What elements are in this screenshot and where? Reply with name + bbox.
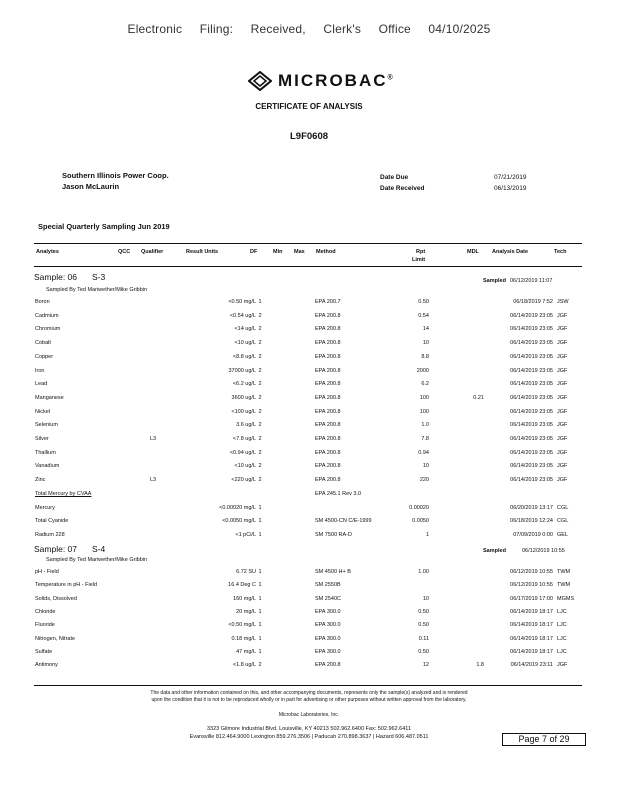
- analyte-cell: Manganese: [35, 394, 64, 401]
- date-due-value: 07/21/2019: [494, 174, 527, 181]
- analysis-date-cell: 06/14/2019 23:05: [510, 367, 553, 374]
- col-max: Max: [294, 249, 305, 255]
- tech-cell: JGF: [557, 394, 568, 401]
- method-cell: SM 2550B: [315, 582, 341, 589]
- mdl-cell: 1.8: [476, 662, 484, 669]
- table-row: [34, 448, 582, 461]
- method-cell: EPA 200.8: [315, 340, 341, 347]
- analyte-cell: Nickel: [35, 408, 50, 415]
- tech-cell: JGF: [557, 422, 568, 429]
- analysis-date-cell: 06/14/2019 23:05: [510, 449, 553, 456]
- table-row: [34, 297, 582, 310]
- rpt-limit-cell: 0.50: [418, 648, 429, 655]
- footer-rule: [34, 685, 582, 686]
- sample-id: S-3: [92, 272, 106, 282]
- table-row: [34, 530, 582, 543]
- analyte-cell: Temperature in pH - Field: [35, 582, 98, 589]
- sample-label: Sample: 06: [34, 272, 77, 282]
- method-cell: EPA 200.8: [315, 662, 341, 669]
- method-cell: EPA 300.0: [315, 635, 341, 642]
- analysis-date-cell: 06/18/2019 7:52: [513, 299, 553, 305]
- col-min: Min: [273, 249, 283, 255]
- analysis-date-cell: 06/14/2019 23:05: [510, 408, 553, 415]
- tech-cell: LJC: [557, 635, 567, 642]
- table-row: [34, 434, 582, 447]
- tech-cell: TWM: [557, 582, 571, 589]
- disclaimer: [0, 690, 618, 704]
- branches-line: Evansville 812.464.9000 Lexington 859.276.3506 | Paducah 270.898.3637 | Hazard 606.487.0511: [189, 734, 429, 740]
- analysis-date-cell: 06/14/2019 23:05: [510, 436, 553, 442]
- analysis-date-cell: 06/14/2019 18:17: [510, 635, 553, 642]
- result-cell: <0.00020 mg/L: [219, 504, 256, 511]
- logo-mark: ®: [387, 74, 395, 82]
- table-row: [34, 420, 582, 433]
- certificate-title: CERTIFICATE OF ANALYSIS: [255, 102, 363, 111]
- col-rpt: Rpt: [416, 249, 426, 255]
- col-qualifier: Qualifier: [141, 249, 164, 255]
- col-tech: Tech: [554, 249, 567, 255]
- analyte-cell: pH - Field: [35, 569, 59, 575]
- analysis-date-cell: 07/09/2019 0:00: [513, 531, 553, 538]
- rpt-limit-cell: 10: [422, 340, 429, 347]
- tech-cell: JSW: [557, 299, 569, 305]
- table-row: [34, 567, 582, 580]
- sampled-date: 06/12/2019 10:55: [522, 548, 565, 554]
- tech-cell: TWM: [557, 569, 571, 575]
- analysis-date-cell: 06/14/2019 23:05: [510, 353, 553, 360]
- analyte-cell: Silver: [35, 436, 49, 442]
- result-cell: 47 mg/L: [236, 648, 256, 655]
- rpt-limit-cell: 0.00020: [409, 504, 429, 511]
- df-cell: 1: [258, 648, 262, 655]
- analysis-date-cell: 06/17/2019 17:00: [510, 595, 553, 602]
- method-cell: EPA 200.8: [315, 449, 341, 456]
- df-cell: 2: [258, 312, 262, 319]
- analyte-cell: Iron: [35, 367, 45, 374]
- tech-cell: CGL: [557, 504, 569, 511]
- sampled-label: Sampled: [483, 548, 506, 554]
- table-row: [34, 503, 582, 516]
- method-cell: EPA 200.8: [315, 381, 341, 388]
- table-row: [34, 516, 582, 529]
- analyte-cell: Chloride: [35, 608, 56, 615]
- df-cell: 1: [258, 518, 262, 525]
- lab-name: Microbac Laboratories, Inc.: [278, 712, 340, 718]
- method-cell: EPA 200.8: [315, 436, 341, 442]
- result-cell: 160 mg/L: [233, 595, 256, 602]
- method-cell: EPA 300.0: [315, 622, 341, 629]
- result-cell: <10 ug/L: [234, 340, 256, 347]
- df-cell: 2: [258, 326, 262, 333]
- method-cell: SM 2540C: [315, 595, 341, 602]
- tech-cell: JGF: [557, 340, 568, 347]
- rpt-limit-cell: 1: [425, 531, 429, 538]
- df-cell: 2: [258, 422, 262, 429]
- col-analytes: Analytes: [36, 249, 59, 255]
- result-cell: 6.72 SU: [236, 569, 256, 575]
- qualifier-cell: L3: [150, 436, 157, 442]
- date-received-value: 06/13/2019: [494, 185, 527, 192]
- df-cell: 2: [258, 353, 262, 360]
- tech-cell: JGF: [557, 449, 568, 456]
- analyte-cell: Vanadium: [35, 463, 60, 470]
- rpt-limit-cell: 0.54: [418, 312, 429, 319]
- analyte-cell: Total Cyanide: [35, 518, 69, 525]
- sample-id: S-4: [92, 544, 106, 554]
- method-cell: EPA 300.0: [315, 608, 341, 615]
- table-row: [34, 489, 582, 502]
- analyte-cell: Antimony: [35, 662, 58, 669]
- df-cell: 2: [258, 381, 262, 388]
- df-cell: 2: [258, 449, 262, 456]
- result-cell: 16.4 Deg C: [228, 582, 256, 589]
- analyte-cell: Selenium: [35, 422, 58, 429]
- analysis-date-cell: 06/14/2019 23:05: [510, 340, 553, 347]
- analyte-cell: Chromium: [35, 326, 61, 333]
- tech-cell: JGF: [557, 436, 568, 442]
- analyte-cell: Sulfate: [35, 648, 53, 655]
- table-row: [34, 461, 582, 474]
- analysis-date-cell: 06/14/2019 18:17: [510, 622, 553, 629]
- table-row: [34, 311, 582, 324]
- df-cell: 1: [258, 531, 262, 538]
- analysis-date-cell: 06/14/2019 23:05: [510, 381, 553, 388]
- col-method: Method: [316, 249, 336, 255]
- result-cell: <1.8 ug/L: [232, 662, 256, 669]
- client-contact: Jason McLaurin: [62, 182, 120, 191]
- analyte-cell: Thallium: [35, 449, 56, 456]
- tech-cell: LJC: [557, 648, 567, 655]
- table-row: [34, 393, 582, 406]
- table-row: [34, 407, 582, 420]
- analyte-cell: Total Mercury by CVAA: [35, 490, 92, 497]
- sampled-label: Sampled: [483, 278, 506, 284]
- df-cell: 1: [258, 582, 262, 589]
- analysis-date-cell: 06/14/2019 23:05: [510, 477, 553, 484]
- result-cell: <6.2 ug/L: [232, 381, 256, 388]
- analyte-cell: Boron: [35, 299, 50, 305]
- analysis-date-cell: 06/14/2019 23:05: [510, 422, 553, 429]
- method-cell: EPA 300.0: [315, 648, 341, 655]
- tech-cell: JGF: [557, 353, 568, 360]
- result-cell: <0.50 mg/L: [228, 622, 256, 629]
- tech-cell: LJC: [557, 608, 567, 615]
- header-bottom-rule: [34, 266, 582, 267]
- df-cell: 1: [258, 635, 262, 642]
- result-cell: <1 pCi/L: [235, 531, 256, 538]
- analysis-date-cell: 06/12/2019 10:55: [510, 582, 553, 589]
- result-cell: <14 ug/L: [234, 326, 256, 333]
- filing-stamp: Electronic Filing: Received, Clerk's Office 04/10/2025: [127, 22, 491, 36]
- table-row: [34, 580, 582, 593]
- rpt-limit-cell: 8.8: [421, 353, 429, 360]
- result-cell: <0.50 mg/L: [228, 299, 256, 305]
- result-cell: <220 ug/L: [231, 477, 256, 484]
- table-row: [34, 324, 582, 337]
- rpt-limit-cell: 12: [422, 662, 429, 669]
- df-cell: 2: [258, 477, 262, 484]
- df-cell: 1: [258, 504, 262, 511]
- rpt-limit-cell: 1.0: [421, 422, 429, 429]
- method-cell: SM 7500 RA-D: [315, 531, 352, 538]
- result-cell: 20 mg/L: [236, 608, 256, 615]
- table-row: [34, 475, 582, 488]
- analysis-date-cell: 06/12/2019 10:55: [510, 569, 553, 575]
- method-cell: EPA 200.8: [315, 408, 341, 415]
- analyte-cell: Mercury: [35, 504, 55, 511]
- analysis-date-cell: 06/14/2019 23:05: [510, 312, 553, 319]
- tech-cell: JGF: [557, 326, 568, 333]
- result-cell: <0.0050 mg/L: [222, 518, 256, 525]
- analyte-cell: Cobalt: [35, 340, 51, 347]
- rpt-limit-cell: 0.50: [418, 608, 429, 615]
- df-cell: 1: [258, 622, 262, 629]
- df-cell: 2: [258, 662, 262, 669]
- page-number: Page 7 of 29: [502, 733, 586, 746]
- col-result-units: Result Units: [186, 249, 219, 255]
- result-cell: <10 ug/L: [234, 463, 256, 470]
- logo-text: [275, 71, 395, 91]
- rpt-limit-cell: 1.00: [418, 569, 429, 575]
- rpt-limit-cell: 2000: [416, 367, 429, 374]
- method-cell: EPA 200.8: [315, 326, 341, 333]
- mdl-cell: 0.21: [473, 394, 484, 401]
- method-cell: EPA 200.8: [315, 353, 341, 360]
- analysis-date-cell: 06/18/2019 12:24: [510, 518, 553, 525]
- col-qcc: QCC: [118, 249, 131, 255]
- method-cell: EPA 245.1 Rev 3.0: [315, 490, 362, 497]
- date-due-label: Date Due: [380, 174, 409, 181]
- analyte-cell: Nitrogen, Nitrate: [35, 635, 76, 642]
- rpt-limit-cell: 0.50: [418, 622, 429, 629]
- result-cell: 37000 ug/L: [228, 367, 256, 374]
- address-line: 3323 Gilmore Industrial Blvd. Louisville, KY 40213 502.962.6400 Fax: 502.962.6411: [206, 726, 412, 732]
- result-cell: <7.8 ug/L: [232, 436, 256, 442]
- disclaimer-line: The data and other information contained on this, and other accompanying documents, represents only the sample(s) analyzed and is rendered: [150, 690, 468, 696]
- logo-name: MICROBAC: [278, 71, 388, 90]
- result-cell: <100 ug/L: [231, 408, 256, 415]
- result-cell: 3600 ug/L: [231, 394, 256, 401]
- rpt-limit-cell: 0.94: [418, 449, 429, 456]
- microbac-logo-icon: [248, 71, 272, 91]
- sampled-by: Sampled By Ted Mariwether/Mike Gribbin: [46, 557, 148, 563]
- df-cell: 1: [258, 569, 262, 575]
- df-cell: 2: [258, 436, 262, 442]
- method-cell: EPA 200.7: [315, 299, 341, 305]
- table-row: [34, 647, 582, 660]
- analyte-cell: Lead: [35, 381, 48, 388]
- result-cell: <0.94 ug/L: [229, 449, 256, 456]
- df-cell: 1: [258, 608, 262, 615]
- tech-cell: JGF: [557, 381, 568, 388]
- header-top-rule: [34, 243, 582, 244]
- analysis-date-cell: 06/14/2019 18:17: [510, 608, 553, 615]
- analysis-date-cell: 06/14/2019 23:05: [510, 326, 553, 333]
- date-received-label: Date Received: [380, 185, 425, 192]
- method-cell: EPA 200.8: [315, 312, 341, 319]
- method-cell: EPA 200.8: [315, 422, 341, 429]
- result-cell: 0.18 mg/L: [231, 635, 256, 642]
- rpt-limit-cell: 0.50: [418, 299, 429, 305]
- tech-cell: CGL: [557, 518, 569, 525]
- df-cell: 2: [258, 340, 262, 347]
- analyte-cell: Cadmium: [35, 312, 59, 319]
- col-df: DF: [250, 249, 258, 255]
- method-cell: EPA 200.8: [315, 394, 341, 401]
- sample-label: Sample: 07: [34, 544, 77, 554]
- col-analysis-date: Analysis Date: [492, 249, 529, 255]
- df-cell: 2: [258, 394, 262, 401]
- table-row: [34, 379, 582, 392]
- table-row: [34, 594, 582, 607]
- rpt-limit-cell: 100: [419, 394, 429, 401]
- table-row: [34, 660, 582, 673]
- table-row: [34, 352, 582, 365]
- qualifier-cell: L3: [150, 477, 157, 484]
- df-cell: 1: [258, 299, 262, 305]
- client-company: Southern Illinois Power Coop.: [62, 171, 169, 180]
- analyte-cell: Radium 228: [35, 531, 65, 538]
- rpt-limit-cell: 7.8: [421, 436, 429, 442]
- analysis-date-cell: 06/14/2019 23:05: [510, 394, 553, 401]
- rpt-limit-cell: 6.2: [421, 381, 429, 388]
- df-cell: 2: [258, 367, 262, 374]
- df-cell: 1: [258, 595, 262, 602]
- result-cell: <8.8 ug/L: [232, 353, 256, 360]
- df-cell: 2: [258, 463, 262, 470]
- tech-cell: JGF: [557, 463, 568, 470]
- analyte-cell: Copper: [35, 353, 54, 360]
- tech-cell: JGF: [557, 662, 568, 669]
- df-cell: 2: [258, 408, 262, 415]
- method-cell: EPA 200.8: [315, 463, 341, 470]
- col-limit: Limit: [412, 257, 426, 263]
- tech-cell: LJC: [557, 622, 567, 629]
- table-row: [34, 366, 582, 379]
- sampled-by: Sampled By Ted Mariwether/Mike Gribbin: [46, 287, 148, 293]
- rpt-limit-cell: 220: [419, 477, 429, 484]
- tech-cell: MGMS: [557, 595, 575, 602]
- result-cell: 3.6 ug/L: [236, 422, 256, 429]
- rpt-limit-cell: 10: [422, 463, 429, 470]
- tech-cell: JGF: [557, 367, 568, 374]
- method-cell: EPA 200.8: [315, 367, 341, 374]
- analysis-date-cell: 06/14/2019 23:05: [510, 463, 553, 470]
- rpt-limit-cell: 0.0050: [412, 518, 429, 525]
- disclaimer-line: upon the condition that it is not to be reproduced wholly or in part for advertising or other purposes without written approval from the laboratory.: [151, 697, 467, 703]
- rpt-limit-cell: 10: [422, 595, 429, 602]
- method-cell: EPA 200.8: [315, 477, 341, 484]
- project-name: Special Quarterly Sampling Jun 2019: [38, 222, 170, 231]
- analysis-date-cell: 06/14/2019 18:17: [510, 648, 553, 655]
- microbac-logo: [248, 70, 395, 92]
- tech-cell: JGF: [557, 477, 568, 484]
- analyte-cell: Zinc: [35, 477, 46, 484]
- method-cell: SM 4500 H+ B: [315, 569, 351, 575]
- analyte-cell: Fluoride: [35, 622, 55, 629]
- sampled-date: 06/12/2019 11:07: [510, 278, 553, 284]
- analyte-cell: Solids, Dissolved: [35, 595, 77, 602]
- col-mdl: MDL: [467, 249, 479, 255]
- analysis-date-cell: 06/20/2019 13:17: [510, 504, 553, 511]
- method-cell: SM 4500-CN C/E-1999: [315, 518, 372, 525]
- table-row: [34, 634, 582, 647]
- rpt-limit-cell: 100: [419, 408, 429, 415]
- tech-cell: GEL: [557, 531, 569, 538]
- tech-cell: JGF: [557, 408, 568, 415]
- table-row: [34, 338, 582, 351]
- tech-cell: JGF: [557, 312, 568, 319]
- rpt-limit-cell: 0.11: [418, 635, 429, 642]
- table-row: [34, 620, 582, 633]
- work-order-number: L9F0608: [289, 131, 329, 142]
- table-row: [34, 607, 582, 620]
- rpt-limit-cell: 14: [422, 326, 429, 333]
- analysis-date-cell: 06/14/2019 23:11: [510, 662, 553, 669]
- result-cell: <0.54 ug/L: [229, 312, 256, 319]
